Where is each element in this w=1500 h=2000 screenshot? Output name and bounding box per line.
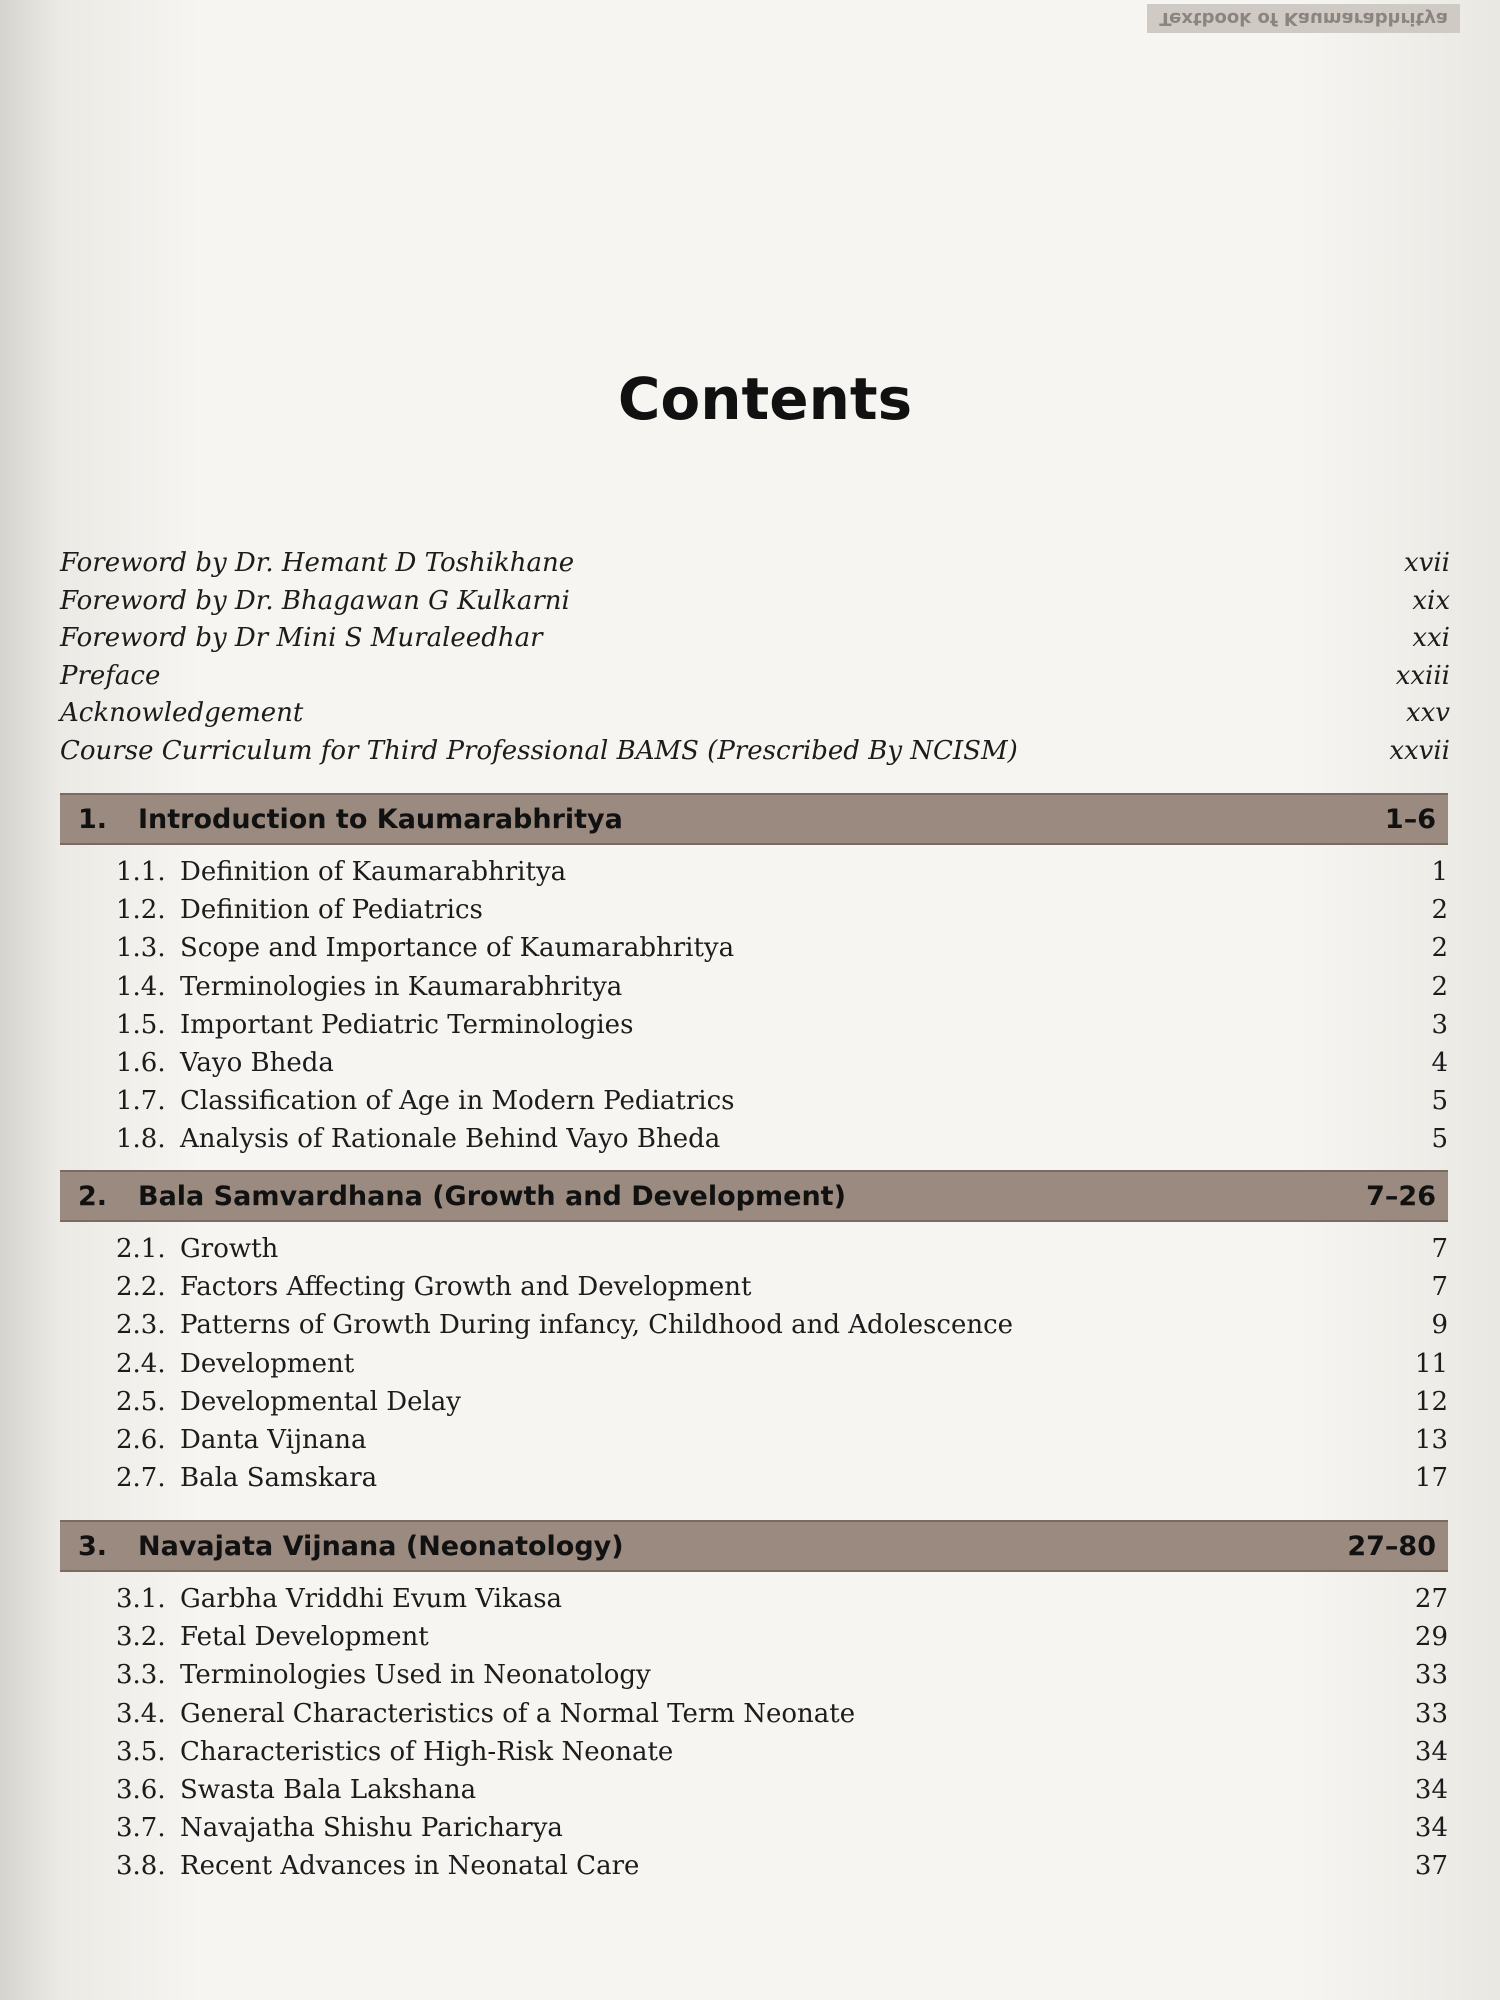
section-entry xyxy=(60,1010,1448,1048)
chapter-header xyxy=(60,793,1448,845)
section-number: 3.1. xyxy=(116,1584,166,1614)
section-page: 3 xyxy=(1431,1009,1448,1040)
section-title: Characteristics of High-Risk Neonate xyxy=(180,1736,674,1767)
section-page: 29 xyxy=(1414,1622,1448,1653)
chapter-3 xyxy=(60,1520,1448,1890)
section-entry xyxy=(60,1463,1448,1501)
running-head: Textbook of Kaumarabhritya xyxy=(1147,4,1460,33)
chapter-title: Bala Samvardhana (Growth and Development) xyxy=(138,1180,846,1212)
section-title: Recent Advances in Neonatal Care xyxy=(180,1851,640,1882)
section-title: Definition of Kaumarabhritya xyxy=(180,857,567,887)
section-title: Bala Samskara xyxy=(180,1463,378,1494)
section-title: Terminologies in Kaumarabhritya xyxy=(180,971,623,1002)
front-matter-label: Acknowledgement xyxy=(60,698,304,729)
section-title: Classification of Age in Modern Pediatrics xyxy=(180,1086,735,1117)
chapter-number: 2. xyxy=(78,1180,108,1212)
section-page: 13 xyxy=(1414,1424,1448,1455)
section-number: 2.4. xyxy=(116,1348,166,1379)
section-entry xyxy=(60,1660,1448,1698)
section-list xyxy=(60,1584,1448,1890)
section-title: Terminologies Used in Neonatology xyxy=(180,1660,651,1691)
section-number: 2.7. xyxy=(116,1463,166,1494)
section-title: Swasta Bala Lakshana xyxy=(180,1774,477,1805)
section-number: 3.2. xyxy=(116,1622,166,1653)
front-matter-item xyxy=(60,548,1450,586)
front-matter-page: xxi xyxy=(1412,623,1450,654)
front-matter-label: Preface xyxy=(60,660,161,691)
section-page: 34 xyxy=(1414,1813,1448,1844)
section-number: 1.6. xyxy=(116,1047,166,1078)
section-number: 2.3. xyxy=(116,1310,166,1341)
chapter-page-range: 1–6 xyxy=(1384,803,1436,835)
section-title: Factors Affecting Growth and Development xyxy=(180,1272,752,1303)
section-title: Navajatha Shishu Paricharya xyxy=(180,1813,563,1844)
section-number: 1.2. xyxy=(116,895,166,926)
chapter-title: Introduction to Kaumarabhritya xyxy=(138,803,623,835)
section-list xyxy=(60,857,1448,1163)
front-matter-item xyxy=(60,661,1450,699)
section-number: 3.6. xyxy=(116,1774,166,1805)
section-page: 34 xyxy=(1414,1774,1448,1805)
section-title: Fetal Development xyxy=(180,1622,429,1653)
section-entry xyxy=(60,1387,1448,1425)
section-page: 9 xyxy=(1431,1310,1448,1341)
front-matter-page: xvii xyxy=(1404,548,1450,578)
section-page: 2 xyxy=(1431,933,1448,964)
section-entry xyxy=(60,1737,1448,1775)
section-title: Developmental Delay xyxy=(180,1386,461,1417)
chapter-number: 1. xyxy=(78,803,108,835)
section-page: 37 xyxy=(1414,1851,1448,1882)
section-title: Patterns of Growth During infancy, Childhood and Adolescence xyxy=(180,1310,1014,1341)
section-page: 27 xyxy=(1414,1584,1448,1614)
section-title: Danta Vijnana xyxy=(180,1424,367,1455)
section-entry xyxy=(60,1349,1448,1387)
section-entry xyxy=(60,1425,1448,1463)
section-entry xyxy=(60,1086,1448,1124)
front-matter-item xyxy=(60,586,1450,624)
section-page: 33 xyxy=(1414,1698,1448,1729)
section-number: 1.7. xyxy=(116,1086,166,1117)
front-matter-item xyxy=(60,698,1450,736)
section-number: 3.8. xyxy=(116,1851,166,1882)
front-matter-label: Foreword by Dr. Hemant D Toshikhane xyxy=(60,548,575,578)
chapter-2 xyxy=(60,1170,1448,1501)
section-entry xyxy=(60,1234,1448,1272)
section-number: 1.1. xyxy=(116,857,166,887)
section-entry xyxy=(60,1584,1448,1622)
section-number: 3.4. xyxy=(116,1698,166,1729)
section-number: 1.5. xyxy=(116,1009,166,1040)
front-matter-label: Foreword by Dr Mini S Muraleedhar xyxy=(60,623,543,654)
front-matter-page: xix xyxy=(1412,585,1450,616)
section-number: 2.6. xyxy=(116,1424,166,1455)
front-matter-list xyxy=(60,548,1450,774)
section-page: 5 xyxy=(1431,1086,1448,1117)
section-title: Scope and Importance of Kaumarabhritya xyxy=(180,933,735,964)
section-entry xyxy=(60,1124,1448,1162)
chapter-1 xyxy=(60,793,1448,1163)
chapter-page-range: 27–80 xyxy=(1347,1530,1436,1562)
front-matter-label: Course Curriculum for Third Professional BAMS (Prescribed By NCISM) xyxy=(60,735,1018,766)
section-title: Garbha Vriddhi Evum Vikasa xyxy=(180,1584,563,1614)
section-entry xyxy=(60,1310,1448,1348)
section-page: 17 xyxy=(1414,1463,1448,1494)
section-entry xyxy=(60,1048,1448,1086)
section-number: 2.2. xyxy=(116,1272,166,1303)
front-matter-page: xxvii xyxy=(1389,735,1450,766)
section-entry xyxy=(60,1775,1448,1813)
chapter-header xyxy=(60,1170,1448,1222)
section-entry xyxy=(60,1622,1448,1660)
section-entry xyxy=(60,933,1448,971)
section-title: Definition of Pediatrics xyxy=(180,895,483,926)
front-matter-item xyxy=(60,623,1450,661)
chapter-page-range: 7–26 xyxy=(1366,1180,1436,1212)
section-number: 2.5. xyxy=(116,1386,166,1417)
front-matter-label: Foreword by Dr. Bhagawan G Kulkarni xyxy=(60,585,570,616)
section-title: Vayo Bheda xyxy=(180,1047,334,1078)
section-entry xyxy=(60,972,1448,1010)
section-number: 2.1. xyxy=(116,1234,166,1264)
chapter-header xyxy=(60,1520,1448,1572)
section-page: 7 xyxy=(1431,1272,1448,1303)
section-page: 7 xyxy=(1431,1234,1448,1264)
section-page: 1 xyxy=(1431,857,1448,887)
section-page: 12 xyxy=(1414,1386,1448,1417)
section-title: Important Pediatric Terminologies xyxy=(180,1009,634,1040)
section-number: 3.5. xyxy=(116,1736,166,1767)
section-entry xyxy=(60,857,1448,895)
section-number: 1.4. xyxy=(116,971,166,1002)
section-entry xyxy=(60,1272,1448,1310)
section-entry xyxy=(60,1699,1448,1737)
section-page: 2 xyxy=(1431,895,1448,926)
section-number: 3.3. xyxy=(116,1660,166,1691)
section-page: 2 xyxy=(1431,971,1448,1002)
section-page: 11 xyxy=(1414,1348,1448,1379)
section-page: 33 xyxy=(1414,1660,1448,1691)
section-number: 3.7. xyxy=(116,1813,166,1844)
section-entry xyxy=(60,1851,1448,1889)
front-matter-page: xxv xyxy=(1405,698,1450,729)
section-entry xyxy=(60,1813,1448,1851)
front-matter-page: xxiii xyxy=(1395,660,1450,691)
section-title: General Characteristics of a Normal Term Neonate xyxy=(180,1698,856,1729)
chapter-title: Navajata Vijnana (Neonatology) xyxy=(138,1530,624,1562)
page-title: Contents xyxy=(617,365,913,433)
section-page: 5 xyxy=(1431,1124,1448,1155)
section-page: 34 xyxy=(1414,1736,1448,1767)
section-entry xyxy=(60,895,1448,933)
section-title: Development xyxy=(180,1348,355,1379)
section-number: 1.8. xyxy=(116,1124,166,1155)
section-list xyxy=(60,1234,1448,1501)
section-title: Growth xyxy=(180,1234,279,1264)
section-title: Analysis of Rationale Behind Vayo Bheda xyxy=(180,1124,721,1155)
section-number: 1.3. xyxy=(116,933,166,964)
section-page: 4 xyxy=(1431,1047,1448,1078)
chapter-number: 3. xyxy=(78,1530,108,1562)
front-matter-item xyxy=(60,736,1450,774)
